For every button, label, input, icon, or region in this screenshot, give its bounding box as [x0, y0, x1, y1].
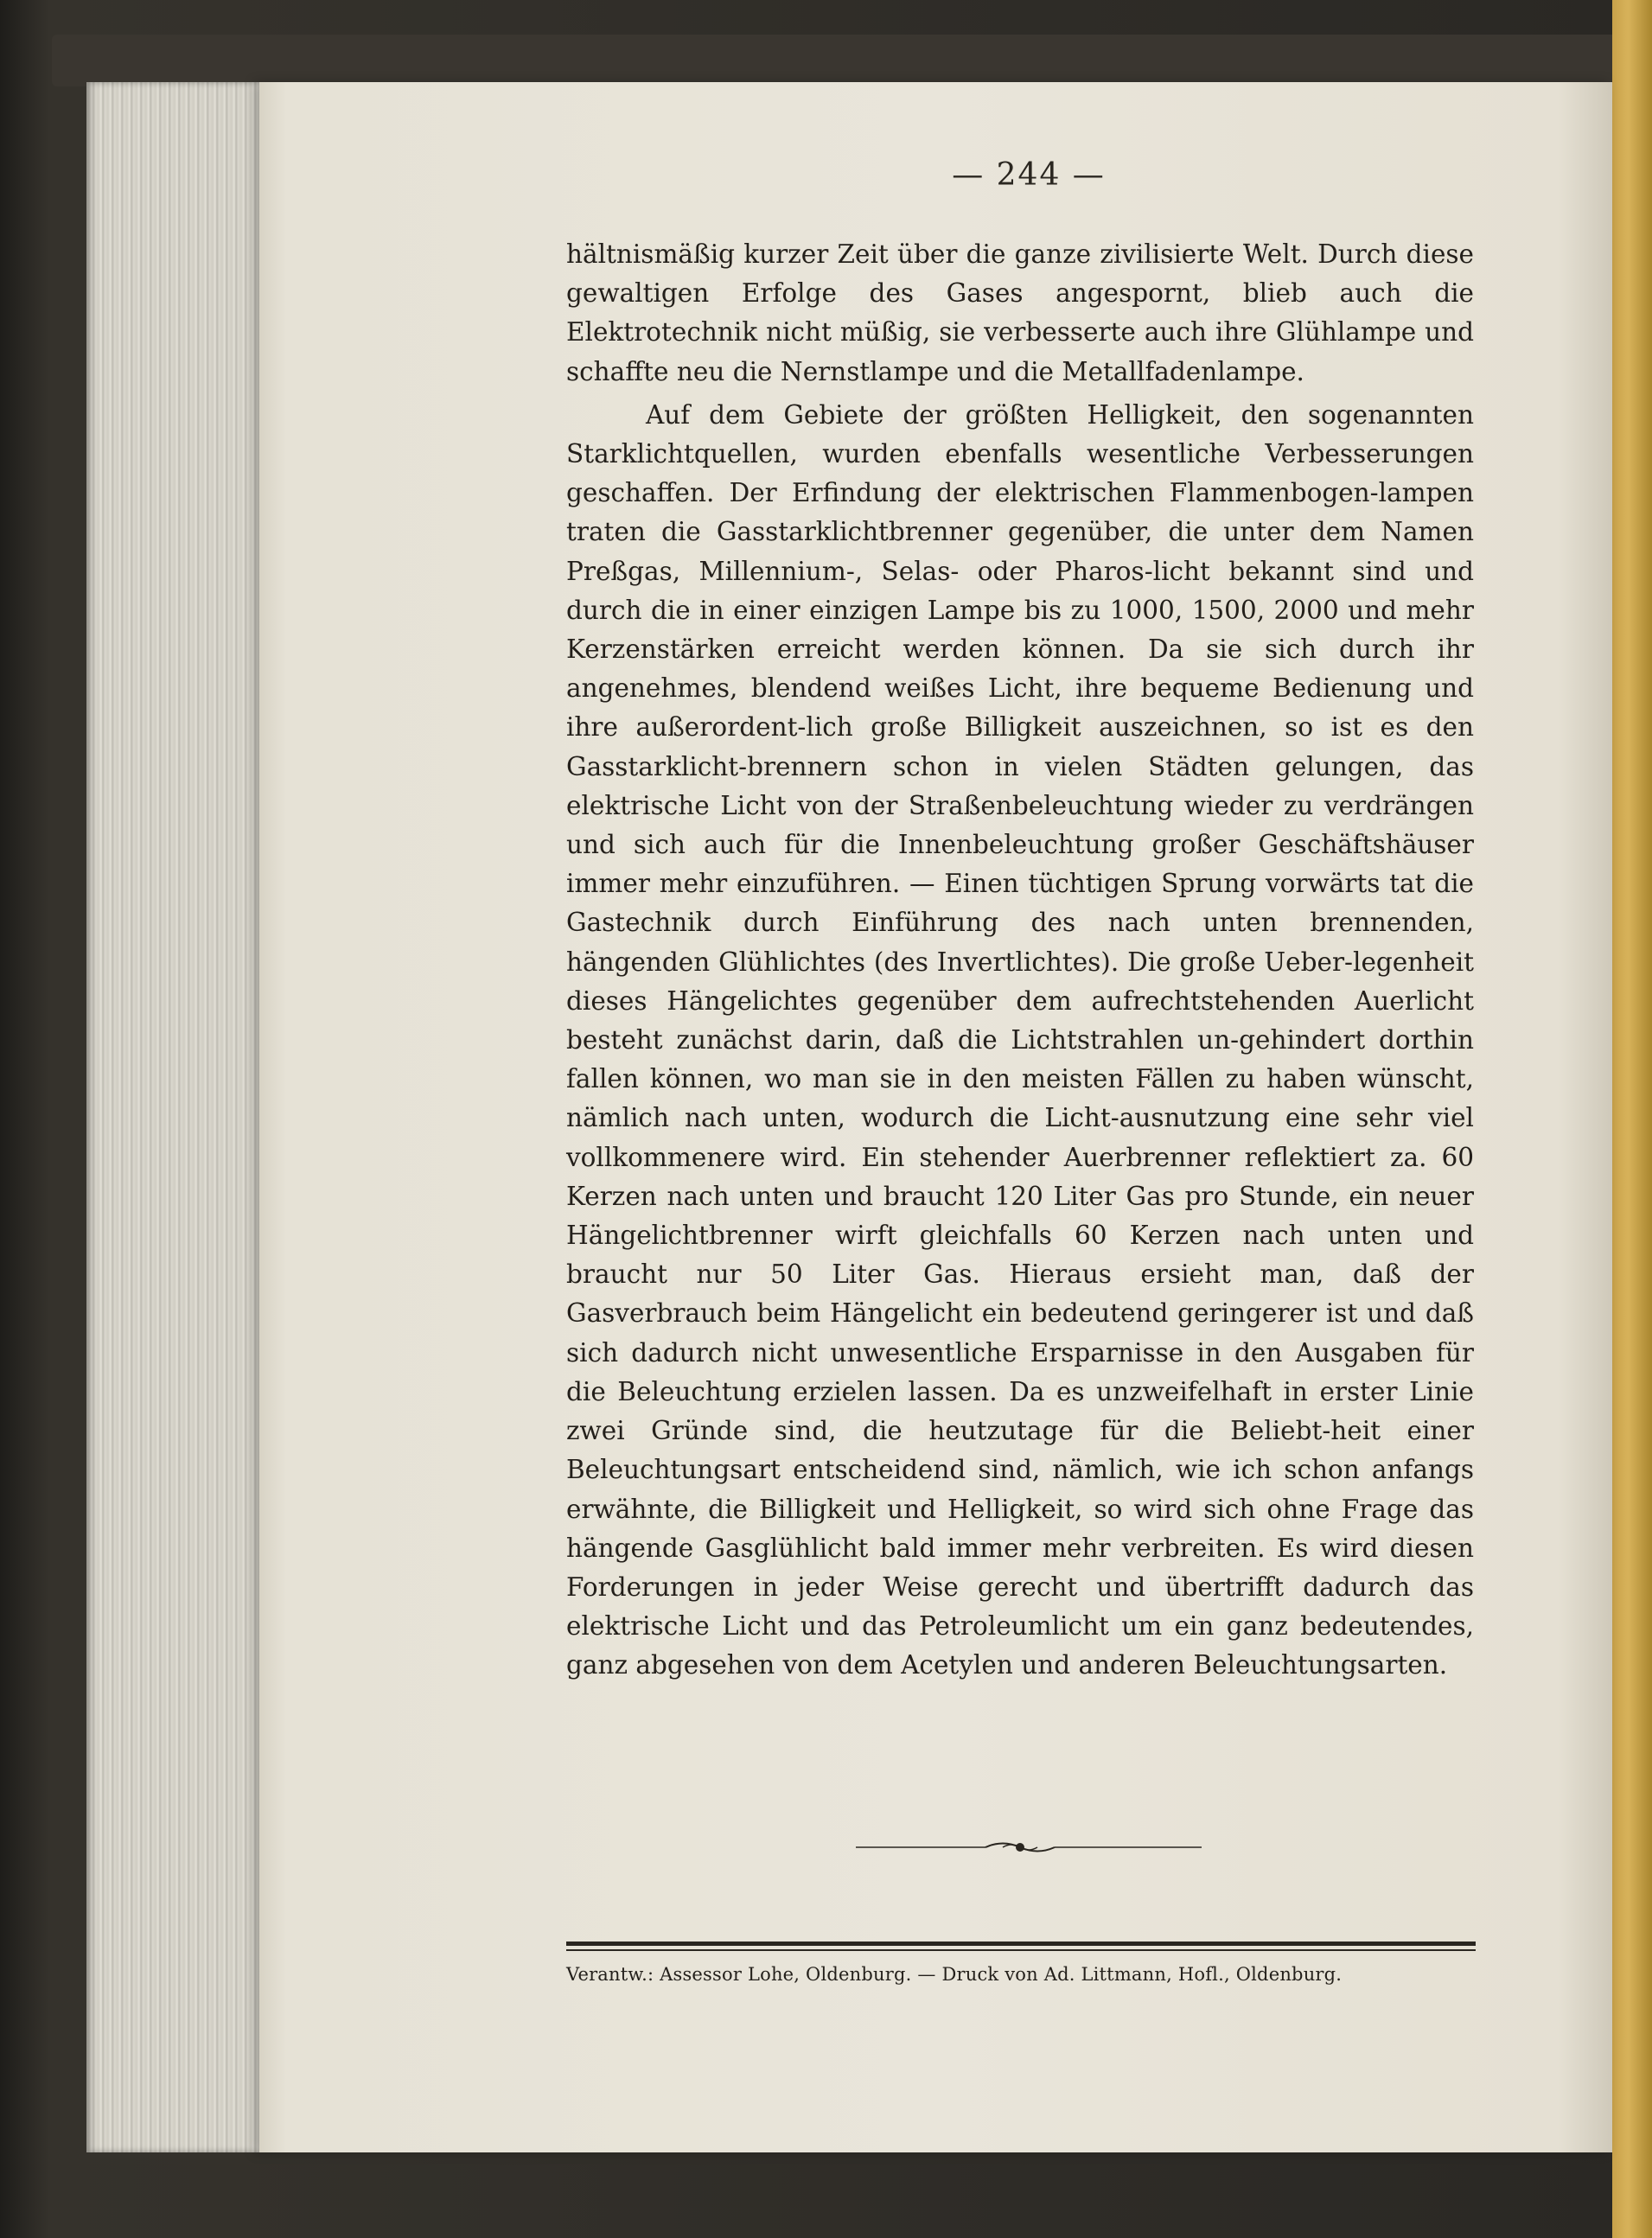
footer-rule-thick [566, 1942, 1476, 1946]
footer-rule-thin [566, 1949, 1476, 1951]
footer-imprint: Verantw.: Assessor Lohe, Oldenburg. — Druck von Ad. Littmann, Hofl., Oldenburg. [566, 1964, 1343, 1985]
book-cover-edge [52, 35, 1617, 86]
paragraph-lighting: Auf dem Gebiete der größten Helligkeit, den sogenannten Starklichtquellen, wurden ebenfalls wesentliche Verbesserungen geschaffen. Der Erfindung der elektrischen Flammenbogen-lampen traten die Gasstarklichtbrenner gegenüber, die unter dem Namen Preßgas, Millennium-, Selas- oder Pharos-licht bekannt sind und durch die in einer einzigen Lampe bis zu 1000, 1500, 2000 und mehr Kerzenstärken erreicht werden können. Da sie sich durch ihr angenehmes, blendend weißes Licht, ihre bequeme Bedienung und ihre außerordent-lich große Billigkeit auszeichnen, so ist es den Gasstarklicht-brennern schon in vielen Städten gelungen, das elektrische Licht von der Straßenbeleuchtung wieder zu verdrängen und sich auch für die Innenbeleuchtung großer Geschäftshäuser immer mehr einzuführen. — Einen tüchtigen Sprung vorwärts tat die Gastechnik durch Einführung des nach unten brennenden, hängenden Glühlichtes (des Invertlichtes). Die große Ueber-legenheit dieses Hängelichtes gegenüber dem aufrechtstehenden Auerlicht besteht zunächst darin, daß die Lichtstrahlen un-gehindert dorthin fallen können, wo man sie in den meisten Fällen zu haben wünscht, nämlich nach unten, wodurch die Licht-ausnutzung eine sehr viel vollkommenere wird. Ein stehender Auerbrenner reflektiert za. 60 Kerzen nach unten und braucht 120 Liter Gas pro Stunde, ein neuer Hängelichtbrenner wirft gleichfalls 60 Kerzen nach unten und braucht nur 50 Liter Gas. Hieraus ersieht man, daß der Gasverbrauch beim Hängelicht ein bedeutend geringerer ist und daß sich dadurch nicht unwesentliche Ersparnisse in den Ausgaben für die Beleuchtung erzielen lassen. Da es unzweifelhaft in erster Linie zwei Gründe sind, die heutzutage für die Beliebt-heit einer Beleuchtungsart entscheidend sind, nämlich, wie ich schon anfangs erwähnte, die Billigkeit und Helligkeit, so wird sich ohne Frage das hängende Gasglühlicht bald immer mehr verbreiten. Es wird diesen Forderungen in jeder Weise gerecht und übertrifft dadurch das elektrische Licht und das Petroleumlicht um ein ganz bedeutendes, ganz abgesehen von dem Acetylen und anderen Beleuchtungsarten. [566, 399, 1474, 1680]
body-text [566, 235, 1474, 1686]
page-number: — 244 — [952, 157, 1106, 193]
ornament-divider [856, 1834, 1202, 1860]
page-stack-edges [86, 82, 285, 2152]
paragraph-continued: hältnismäßig kurzer Zeit über die ganze zivilisierte Welt. Durch diese gewaltigen Erfolge des Gases angespornt, blieb auch die Elektrotechnik nicht müßig, sie verbesserte auch ihre Glühlampe und schaffte neu die Nernstlampe und die Metallfadenlampe. [566, 239, 1474, 386]
book-binding-edge [1612, 0, 1652, 2238]
